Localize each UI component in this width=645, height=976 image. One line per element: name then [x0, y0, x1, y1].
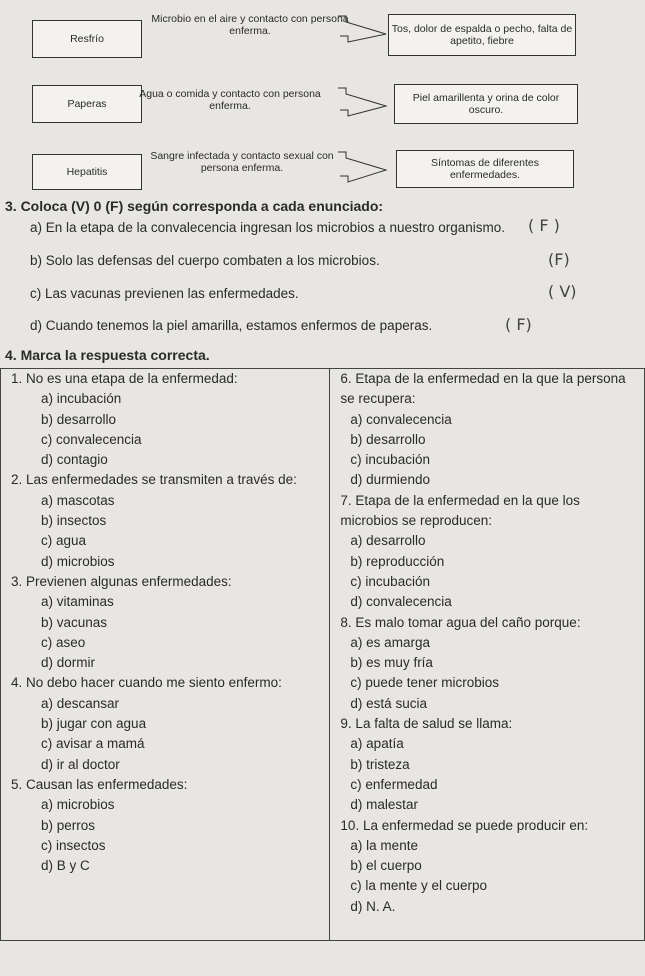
right-column: [330, 369, 645, 941]
option[interactable]: a) desarrollo: [350, 533, 426, 549]
option[interactable]: a) microbios: [41, 797, 115, 813]
statement-b: b) Solo las defensas del cuerpo combaten a los microbios.: [30, 253, 380, 268]
question-1: [1, 369, 329, 470]
section4-title: 4. Marca la respuesta correcta.: [5, 347, 210, 363]
question-5: [1, 775, 329, 876]
option[interactable]: b) es muy fría: [350, 655, 433, 671]
option[interactable]: c) avisar a mamá: [41, 736, 145, 752]
option[interactable]: c) incubación: [350, 573, 430, 589]
arrow-icon: [336, 14, 396, 44]
transmission-text-1: Microbio en el aire y contacto con persona enferma.: [151, 13, 349, 37]
option[interactable]: a) descansar: [41, 695, 120, 711]
question-text: 4. No debo hacer cuando me siento enfermo:: [11, 675, 282, 691]
statement-d: d) Cuando tenemos la piel amarilla, estamos enfermos de paperas.: [30, 318, 433, 333]
option[interactable]: d) B y C: [41, 858, 90, 874]
question-text: 9. La falta de salud se llama:: [340, 716, 513, 732]
option[interactable]: a) incubación: [41, 391, 122, 407]
option[interactable]: c) enfermedad: [350, 776, 438, 792]
disease-box-1: [32, 20, 142, 58]
option[interactable]: b) el cuerpo: [350, 858, 422, 874]
symptoms-box-2: [394, 84, 578, 124]
option[interactable]: b) vacunas: [41, 614, 108, 630]
option[interactable]: c) convalecencia: [41, 431, 142, 447]
option[interactable]: b) reproducción: [350, 553, 445, 569]
option[interactable]: d) está sucia: [350, 695, 427, 711]
option[interactable]: a) vitaminas: [41, 594, 114, 610]
disease-box-3: [32, 154, 142, 190]
option[interactable]: d) ir al doctor: [41, 756, 120, 772]
question-8: [330, 613, 644, 714]
question-text: 5. Causan las enfermedades:: [11, 776, 188, 792]
symptoms-label: Síntomas de diferentes enfermedades.: [431, 157, 539, 181]
symptoms-box-1: [388, 14, 576, 56]
symptoms-label: Tos, dolor de espalda o pecho, falta de apetito, fiebre: [391, 23, 573, 47]
symptoms-box-3: [396, 150, 574, 188]
disease-label: Hepatitis: [66, 166, 108, 178]
option[interactable]: c) agua: [41, 533, 87, 549]
option[interactable]: d) convalecencia: [350, 594, 452, 610]
left-column: [1, 369, 330, 941]
question-10: [330, 816, 644, 917]
option[interactable]: d) contagio: [41, 452, 108, 468]
option[interactable]: d) N. A.: [350, 898, 396, 914]
statement-c: c) Las vacunas previenen las enfermedades.: [30, 286, 299, 301]
symptoms-label: Piel amarillenta y orina de color oscuro.: [412, 92, 560, 116]
option[interactable]: d) microbios: [41, 553, 115, 569]
option[interactable]: c) insectos: [41, 837, 106, 853]
question-text: 7. Etapa de la enfermedad en la que los microbios se reproducen:: [340, 492, 580, 529]
option[interactable]: b) desarrollo: [350, 431, 426, 447]
option[interactable]: d) durmiendo: [350, 472, 430, 488]
statement-a: a) En la etapa de la convalecencia ingresan los microbios a nuestro organismo.: [30, 220, 506, 235]
option[interactable]: b) insectos: [41, 513, 107, 529]
option[interactable]: d) dormir: [41, 655, 96, 671]
option[interactable]: a) es amarga: [350, 634, 430, 650]
option[interactable]: a) convalecencia: [350, 411, 452, 427]
question-7: [330, 491, 644, 613]
question-2: [1, 470, 329, 571]
arrow-icon: [336, 86, 396, 118]
answer-d[interactable]: ( F): [505, 315, 532, 334]
option[interactable]: c) incubación: [350, 452, 430, 468]
option[interactable]: c) puede tener microbios: [350, 675, 499, 691]
option[interactable]: c) aseo: [41, 634, 86, 650]
option[interactable]: b) perros: [41, 817, 96, 833]
question-4: [1, 673, 329, 774]
question-6: [330, 369, 644, 491]
option[interactable]: a) la mente: [350, 837, 418, 853]
question-text: 8. Es malo tomar agua del caño porque:: [340, 614, 581, 630]
question-text: 6. Etapa de la enfermedad en la que la persona se recupera:: [340, 371, 626, 407]
question-text: 3. Previenen algunas enfermedades:: [11, 573, 232, 589]
option[interactable]: b) jugar con agua: [41, 716, 147, 732]
question-9: [330, 714, 644, 815]
question-text: 1. No es una etapa de la enfermedad:: [11, 371, 238, 386]
question-text: 2. Las enfermedades se transmiten a través de:: [11, 472, 297, 488]
transmission-text-2: Agua o comida y contacto con persona enferma.: [139, 88, 321, 112]
option[interactable]: b) desarrollo: [41, 411, 117, 427]
option[interactable]: c) la mente y el cuerpo: [350, 878, 487, 894]
disease-label: Resfrío: [70, 33, 104, 45]
arrow-icon: [336, 150, 396, 184]
disease-label: Paperas: [67, 98, 107, 110]
answer-c[interactable]: ( V): [548, 282, 577, 301]
option[interactable]: b) tristeza: [350, 756, 410, 772]
option[interactable]: a) apatía: [350, 736, 404, 752]
option[interactable]: a) mascotas: [41, 492, 115, 508]
question-text: 10. La enfermedad se puede producir en:: [340, 817, 589, 833]
multiple-choice-table: [0, 368, 645, 941]
option[interactable]: d) malestar: [350, 797, 418, 813]
transmission-text-3: Sangre infectada y contacto sexual con persona enferma.: [150, 150, 334, 174]
answer-b[interactable]: (F): [548, 250, 570, 269]
section3-title: 3. Coloca (V) 0 (F) según corresponda a cada enunciado:: [5, 198, 384, 214]
question-3: [1, 572, 329, 673]
answer-a[interactable]: ( F ): [528, 216, 560, 235]
